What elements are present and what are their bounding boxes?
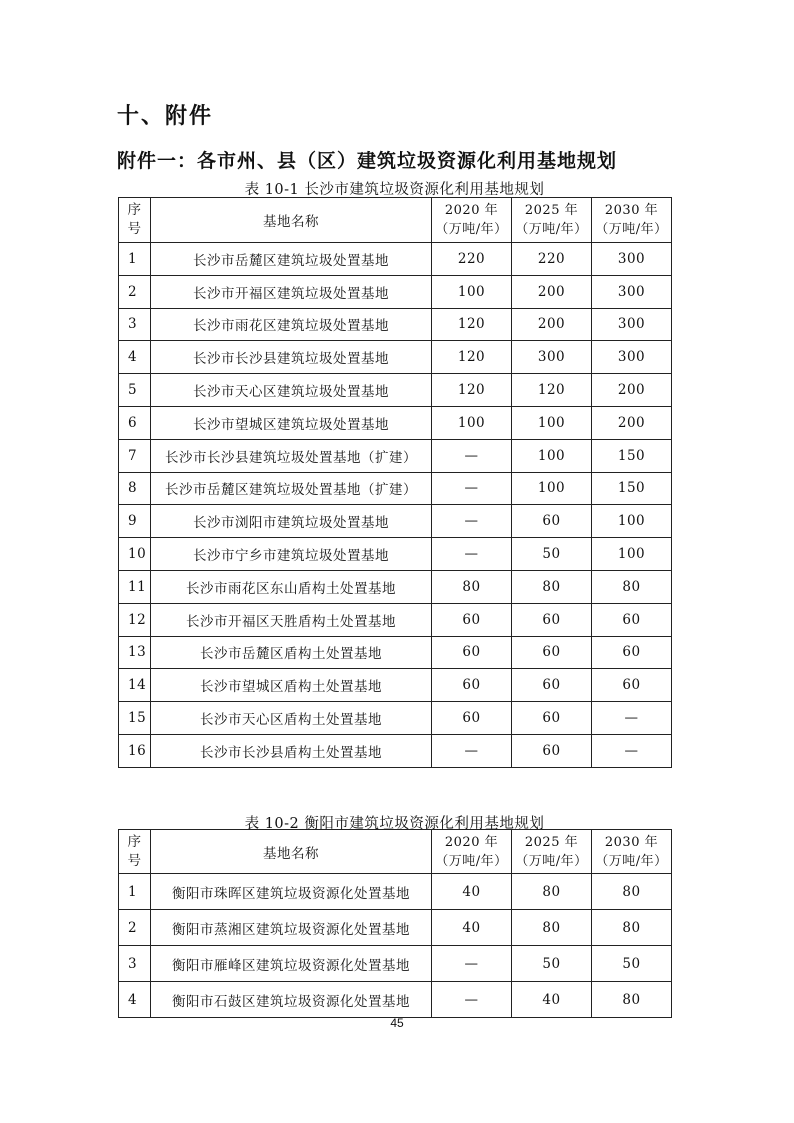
base-name: 长沙市雨花区建筑垃圾处置基地 bbox=[151, 308, 432, 341]
capacity-2025: 50 bbox=[512, 946, 592, 982]
capacity-2025: 60 bbox=[512, 669, 592, 702]
table-row bbox=[119, 669, 672, 702]
capacity-2020: 80 bbox=[432, 570, 512, 603]
table-row bbox=[119, 243, 672, 276]
capacity-2020: — bbox=[432, 734, 512, 767]
capacity-2030: 80 bbox=[592, 982, 672, 1018]
row-index: 5 bbox=[119, 374, 151, 407]
row-index: 8 bbox=[119, 472, 151, 505]
capacity-2025: 200 bbox=[512, 308, 592, 341]
base-name: 长沙市长沙县建筑垃圾处置基地 bbox=[151, 341, 432, 374]
base-name: 衡阳市蒸湘区建筑垃圾资源化处置基地 bbox=[151, 910, 432, 946]
base-name: 长沙市宁乡市建筑垃圾处置基地 bbox=[151, 538, 432, 571]
table-row bbox=[119, 982, 672, 1018]
base-name: 衡阳市雁峰区建筑垃圾资源化处置基地 bbox=[151, 946, 432, 982]
capacity-2025: 50 bbox=[512, 538, 592, 571]
capacity-2025: 60 bbox=[512, 636, 592, 669]
capacity-2025: 120 bbox=[512, 374, 592, 407]
table-body bbox=[119, 874, 672, 1018]
base-name: 长沙市岳麓区盾构土处置基地 bbox=[151, 636, 432, 669]
page-number: 45 bbox=[390, 1016, 404, 1030]
table-row bbox=[119, 874, 672, 910]
capacity-2020: 120 bbox=[432, 341, 512, 374]
column-header-name: 基地名称 bbox=[151, 198, 432, 243]
table-row bbox=[119, 702, 672, 735]
base-name: 长沙市望城区建筑垃圾处置基地 bbox=[151, 406, 432, 439]
row-index: 1 bbox=[119, 874, 151, 910]
table-header-row bbox=[119, 830, 672, 874]
table-row bbox=[119, 374, 672, 407]
capacity-2020: 120 bbox=[432, 374, 512, 407]
capacity-2020: 60 bbox=[432, 636, 512, 669]
row-index: 1 bbox=[119, 243, 151, 276]
table-row bbox=[119, 538, 672, 571]
table-header-row bbox=[119, 198, 672, 243]
capacity-2030: 300 bbox=[592, 341, 672, 374]
capacity-2025: 220 bbox=[512, 243, 592, 276]
row-index: 16 bbox=[119, 734, 151, 767]
capacity-2020: 220 bbox=[432, 243, 512, 276]
row-index: 9 bbox=[119, 505, 151, 538]
capacity-2020: 120 bbox=[432, 308, 512, 341]
capacity-2030: 150 bbox=[592, 472, 672, 505]
table-row bbox=[119, 603, 672, 636]
table-row bbox=[119, 275, 672, 308]
capacity-2030: 60 bbox=[592, 603, 672, 636]
capacity-2030: 100 bbox=[592, 538, 672, 571]
column-header-2030: 2030 年 （万吨/年） bbox=[592, 198, 672, 243]
column-header-name: 基地名称 bbox=[151, 830, 432, 874]
capacity-2030: 300 bbox=[592, 275, 672, 308]
base-name: 长沙市望城区盾构土处置基地 bbox=[151, 669, 432, 702]
capacity-2030: 100 bbox=[592, 505, 672, 538]
capacity-2030: 80 bbox=[592, 874, 672, 910]
table-row bbox=[119, 946, 672, 982]
base-name: 衡阳市珠晖区建筑垃圾资源化处置基地 bbox=[151, 874, 432, 910]
changsha-base-table bbox=[118, 197, 672, 768]
capacity-2020: — bbox=[432, 505, 512, 538]
capacity-2020: 100 bbox=[432, 275, 512, 308]
row-index: 12 bbox=[119, 603, 151, 636]
table-row bbox=[119, 341, 672, 374]
base-name: 长沙市长沙县盾构土处置基地 bbox=[151, 734, 432, 767]
capacity-2025: 80 bbox=[512, 570, 592, 603]
capacity-2030: 200 bbox=[592, 374, 672, 407]
row-index: 11 bbox=[119, 570, 151, 603]
table-row bbox=[119, 570, 672, 603]
capacity-2020: 40 bbox=[432, 874, 512, 910]
capacity-2020: 60 bbox=[432, 669, 512, 702]
table-row bbox=[119, 472, 672, 505]
capacity-2025: 300 bbox=[512, 341, 592, 374]
capacity-2025: 100 bbox=[512, 406, 592, 439]
capacity-2025: 40 bbox=[512, 982, 592, 1018]
capacity-2020: — bbox=[432, 982, 512, 1018]
capacity-2030: 80 bbox=[592, 570, 672, 603]
capacity-2025: 80 bbox=[512, 910, 592, 946]
row-index: 4 bbox=[119, 982, 151, 1018]
row-index: 4 bbox=[119, 341, 151, 374]
capacity-2025: 100 bbox=[512, 472, 592, 505]
table-row bbox=[119, 636, 672, 669]
capacity-2030: — bbox=[592, 702, 672, 735]
base-name: 长沙市天心区建筑垃圾处置基地 bbox=[151, 374, 432, 407]
capacity-2020: 40 bbox=[432, 910, 512, 946]
capacity-2020: 100 bbox=[432, 406, 512, 439]
table-row bbox=[119, 734, 672, 767]
table-caption: 表 10-2 衡阳市建筑垃圾资源化利用基地规划 bbox=[244, 816, 545, 832]
row-index: 3 bbox=[119, 946, 151, 982]
column-header-seq: 序 号 bbox=[119, 830, 151, 874]
base-name: 长沙市开福区建筑垃圾处置基地 bbox=[151, 275, 432, 308]
base-name: 长沙市岳麓区建筑垃圾处置基地（扩建） bbox=[151, 472, 432, 505]
capacity-2025: 200 bbox=[512, 275, 592, 308]
column-header-2025: 2025 年 （万吨/年） bbox=[512, 830, 592, 874]
capacity-2020: — bbox=[432, 472, 512, 505]
capacity-2025: 60 bbox=[512, 603, 592, 636]
capacity-2030: 200 bbox=[592, 406, 672, 439]
capacity-2025: 80 bbox=[512, 874, 592, 910]
table-body bbox=[119, 243, 672, 768]
row-index: 7 bbox=[119, 439, 151, 472]
capacity-2030: 50 bbox=[592, 946, 672, 982]
column-header-2020: 2020 年 （万吨/年） bbox=[432, 830, 512, 874]
hengyang-base-table bbox=[118, 829, 672, 1018]
capacity-2030: 80 bbox=[592, 910, 672, 946]
capacity-2020: 60 bbox=[432, 603, 512, 636]
base-name: 长沙市浏阳市建筑垃圾处置基地 bbox=[151, 505, 432, 538]
capacity-2025: 60 bbox=[512, 505, 592, 538]
capacity-2025: 60 bbox=[512, 702, 592, 735]
base-name: 长沙市岳麓区建筑垃圾处置基地 bbox=[151, 243, 432, 276]
capacity-2030: 300 bbox=[592, 308, 672, 341]
column-header-2025: 2025 年 （万吨/年） bbox=[512, 198, 592, 243]
column-header-2020: 2020 年 （万吨/年） bbox=[432, 198, 512, 243]
row-index: 14 bbox=[119, 669, 151, 702]
capacity-2030: 60 bbox=[592, 669, 672, 702]
capacity-2020: — bbox=[432, 538, 512, 571]
capacity-2025: 100 bbox=[512, 439, 592, 472]
table-row bbox=[119, 308, 672, 341]
column-header-seq: 序 号 bbox=[119, 198, 151, 243]
base-name: 长沙市开福区天胜盾构土处置基地 bbox=[151, 603, 432, 636]
base-name: 衡阳市石鼓区建筑垃圾资源化处置基地 bbox=[151, 982, 432, 1018]
capacity-2030: 300 bbox=[592, 243, 672, 276]
capacity-2030: 60 bbox=[592, 636, 672, 669]
section-heading: 十、附件 bbox=[117, 104, 214, 129]
row-index: 6 bbox=[119, 406, 151, 439]
table-row bbox=[119, 505, 672, 538]
base-name: 长沙市天心区盾构土处置基地 bbox=[151, 702, 432, 735]
row-index: 2 bbox=[119, 910, 151, 946]
table-row bbox=[119, 439, 672, 472]
capacity-2025: 60 bbox=[512, 734, 592, 767]
capacity-2030: 150 bbox=[592, 439, 672, 472]
row-index: 13 bbox=[119, 636, 151, 669]
table-row bbox=[119, 910, 672, 946]
table-row bbox=[119, 406, 672, 439]
row-index: 15 bbox=[119, 702, 151, 735]
base-name: 长沙市雨花区东山盾构土处置基地 bbox=[151, 570, 432, 603]
capacity-2020: — bbox=[432, 439, 512, 472]
attachment-heading: 附件一：各市州、县（区）建筑垃圾资源化利用基地规划 bbox=[117, 150, 618, 172]
column-header-2030: 2030 年 （万吨/年） bbox=[592, 830, 672, 874]
table-caption: 表 10-1 长沙市建筑垃圾资源化利用基地规划 bbox=[244, 182, 545, 198]
capacity-2020: 60 bbox=[432, 702, 512, 735]
row-index: 10 bbox=[119, 538, 151, 571]
base-name: 长沙市长沙县建筑垃圾处置基地（扩建） bbox=[151, 439, 432, 472]
capacity-2030: — bbox=[592, 734, 672, 767]
capacity-2020: — bbox=[432, 946, 512, 982]
row-index: 2 bbox=[119, 275, 151, 308]
row-index: 3 bbox=[119, 308, 151, 341]
